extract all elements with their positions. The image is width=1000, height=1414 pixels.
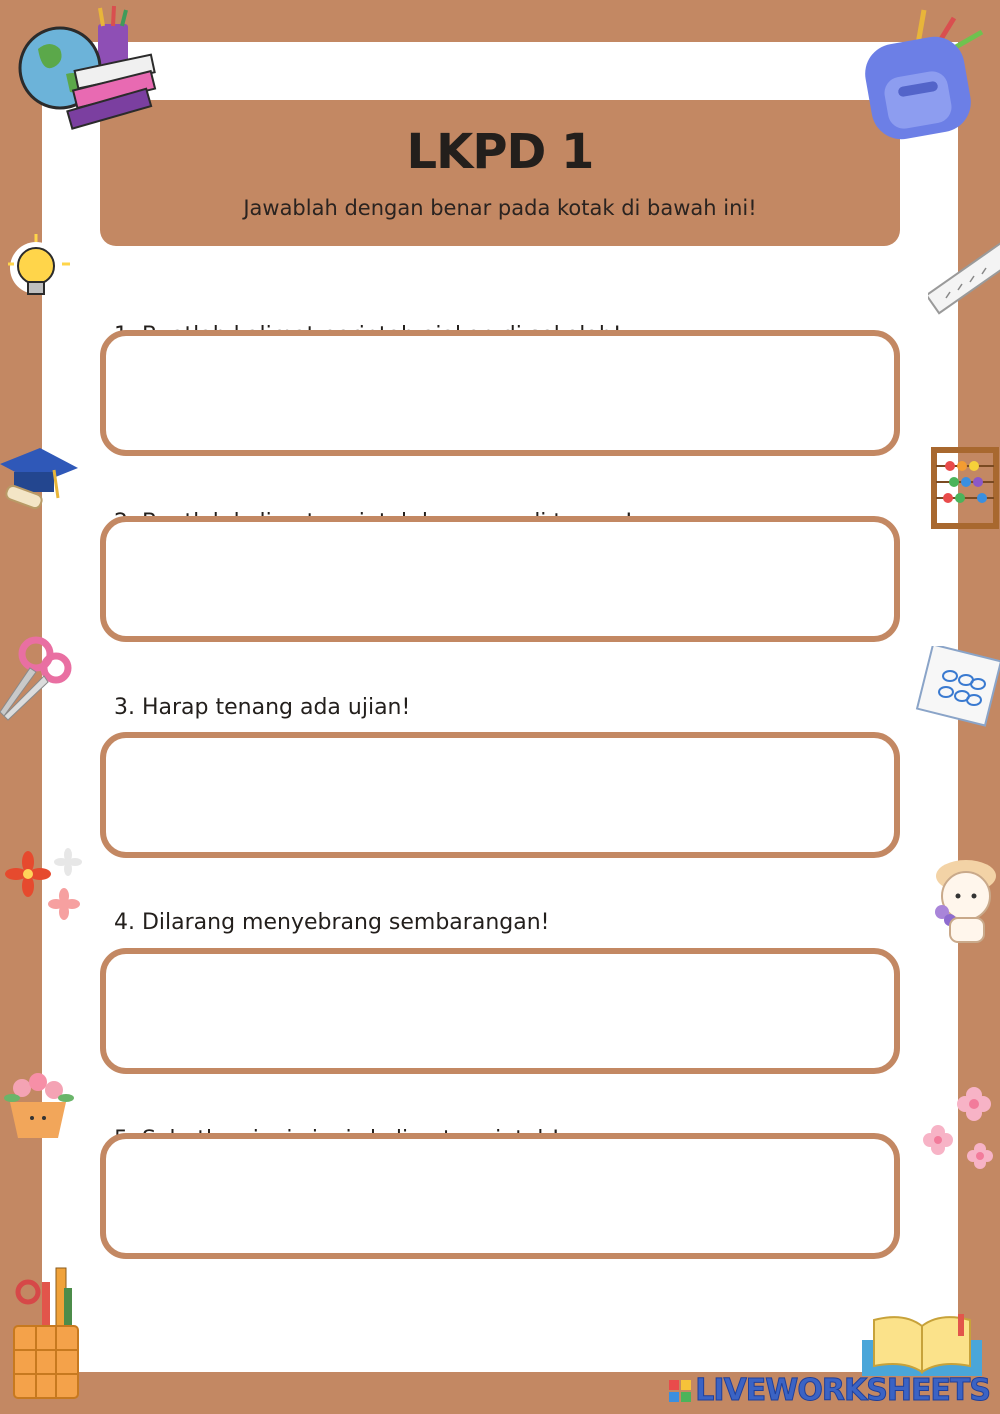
flower-pot-icon <box>2 1068 76 1142</box>
liveworksheets-logo <box>669 1373 990 1408</box>
ruler-icon <box>928 226 1000 322</box>
graduation-cap-icon <box>0 434 82 514</box>
abacus-icon <box>930 444 1000 530</box>
page-title: LKPD 1 <box>406 124 594 180</box>
pink-flowers-icon <box>914 1078 1000 1178</box>
answer-box-1[interactable] <box>100 330 900 456</box>
pencil-cup-icon <box>6 1262 84 1404</box>
answer-box-3[interactable] <box>100 732 900 858</box>
globe-books-icon <box>8 4 158 134</box>
scissors-icon <box>0 632 74 722</box>
header-banner <box>100 100 900 246</box>
open-book-icon <box>858 1310 988 1380</box>
instruction-text: Jawablah dengan benar pada kotak di bawah ini! <box>243 196 757 220</box>
girl-with-flowers-icon <box>922 854 1000 946</box>
question-4-text: 4. Dilarang menyebrang sembarangan! <box>114 910 550 935</box>
brand-name: LIVEWORKSHEETS <box>695 1373 990 1408</box>
flowers-icon <box>2 846 86 926</box>
backpack-icon <box>858 4 998 144</box>
answer-box-4[interactable] <box>100 948 900 1074</box>
logo-blocks-icon <box>669 1380 691 1402</box>
answer-box-2[interactable] <box>100 516 900 642</box>
lightbulb-icon <box>0 228 80 314</box>
question-3-text: 3. Harap tenang ada ujian! <box>114 695 411 720</box>
answer-box-5[interactable] <box>100 1133 900 1259</box>
quiz-paper-icon <box>912 646 1000 728</box>
